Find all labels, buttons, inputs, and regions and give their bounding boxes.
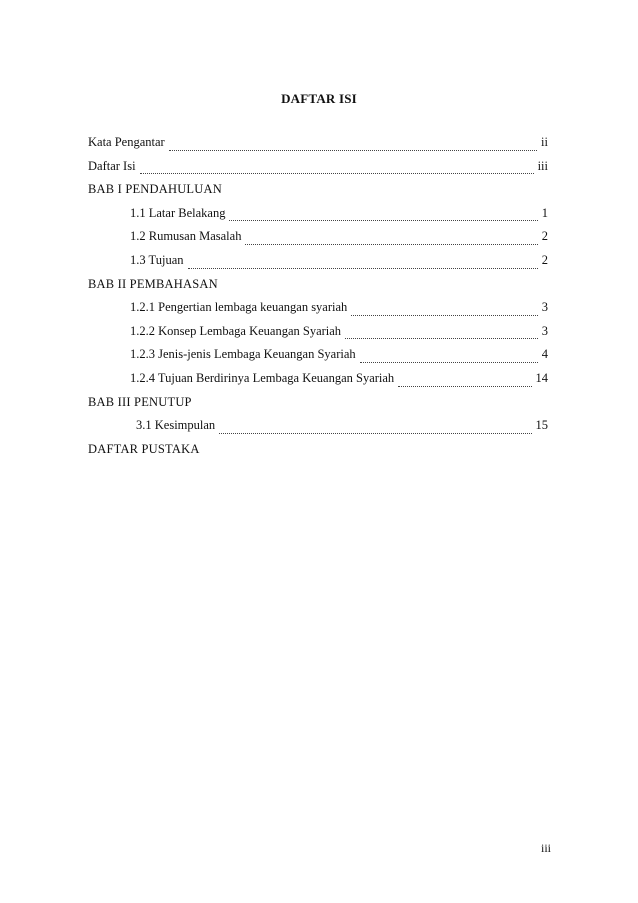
toc-entry-1-2 <box>88 229 548 253</box>
toc-entry-page: 2 <box>541 252 548 267</box>
dot-leader <box>345 337 538 339</box>
dot-leader <box>219 432 531 434</box>
toc-entry-page: 1 <box>541 205 548 220</box>
toc-entry-page: 15 <box>535 418 548 433</box>
toc-entry-page: 14 <box>535 370 548 385</box>
dot-leader <box>398 385 531 387</box>
toc-entry-label: Kata Pengantar <box>88 135 165 149</box>
toc-entry-page: 3 <box>541 323 548 338</box>
toc-chapter-bab-1 <box>88 182 548 206</box>
toc-entry-1-3 <box>88 253 548 277</box>
toc-entry-label: Daftar Isi <box>88 158 136 173</box>
toc-entry-1-2-4 <box>88 371 548 395</box>
toc-chapter-daftar-pustaka <box>88 442 548 466</box>
toc-chapter-bab-3 <box>88 395 548 419</box>
page-number: iii <box>540 841 551 855</box>
toc-entry-1-1 <box>88 206 548 230</box>
toc-entry-label: 1.3 Tujuan <box>130 252 184 267</box>
toc-entry-label: 1.2 Rumusan Masalah <box>130 229 242 244</box>
toc-entry-label: 1.2.4 Tujuan Berdirinya Lembaga Keuangan Syariah <box>130 370 395 385</box>
dot-leader <box>229 219 537 221</box>
table-of-contents <box>88 135 548 465</box>
toc-entry-page: iii <box>537 158 548 173</box>
toc-entry-1-2-2 <box>88 324 548 348</box>
toc-entry-3-1 <box>88 418 548 442</box>
toc-entry-page: 2 <box>541 229 548 244</box>
toc-entry-label: 1.2.1 Pengertian lembaga keuangan syariah <box>130 300 348 315</box>
toc-chapter-label: BAB II PEMBAHASAN <box>88 276 218 291</box>
toc-chapter-label: BAB III PENUTUP <box>88 394 192 409</box>
toc-entry-label: 1.2.2 Konsep Lembaga Keuangan Syariah <box>130 323 342 338</box>
toc-entry-1-2-3 <box>88 347 548 371</box>
toc-chapter-label: BAB I PENDAHULUAN <box>88 182 222 197</box>
dot-leader <box>188 267 538 269</box>
dot-leader <box>245 243 537 245</box>
toc-entry-daftar-isi <box>88 159 548 183</box>
toc-chapter-bab-2 <box>88 277 548 301</box>
dot-leader <box>360 361 538 363</box>
toc-entry-kata-pengantar <box>88 135 548 159</box>
dot-leader <box>351 314 537 316</box>
page-title: DAFTAR ISI <box>281 91 357 106</box>
dot-leader <box>169 149 537 151</box>
toc-entry-label: 1.1 Latar Belakang <box>130 205 226 220</box>
toc-chapter-label: DAFTAR PUSTAKA <box>88 441 200 456</box>
toc-entry-label: 3.1 Kesimpulan <box>136 418 216 433</box>
toc-entry-page: ii <box>541 135 548 149</box>
toc-entry-page: 4 <box>541 347 548 362</box>
toc-entry-label: 1.2.3 Jenis-jenis Lembaga Keuangan Syariah <box>130 347 356 362</box>
toc-entry-1-2-1 <box>88 300 548 324</box>
dot-leader <box>140 172 534 174</box>
toc-entry-page: 3 <box>541 300 548 315</box>
